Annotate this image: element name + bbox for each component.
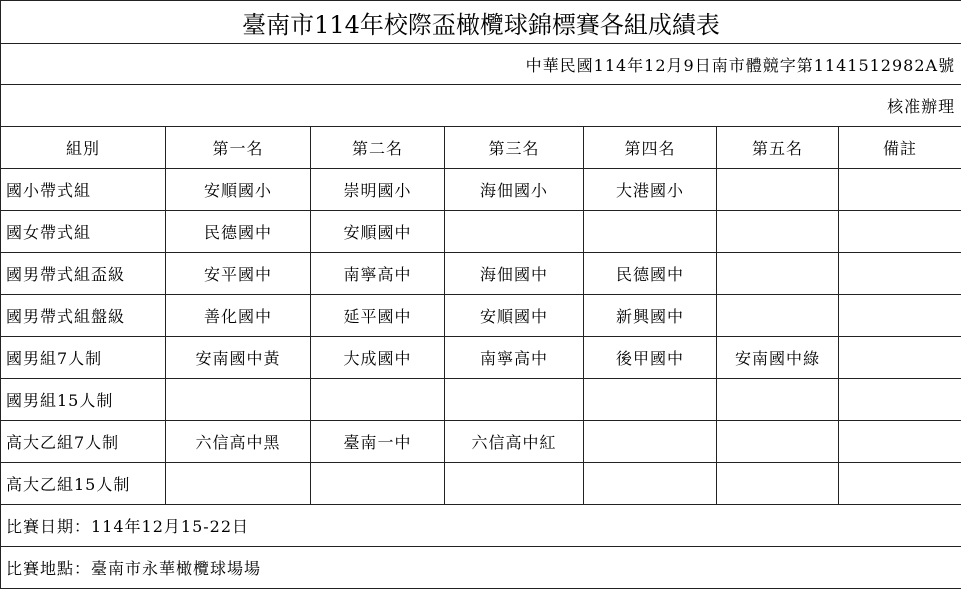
- fourth-place-cell: 新興國中: [584, 295, 717, 337]
- second-place-cell: [311, 463, 445, 505]
- group-cell: 高大乙組7人制: [1, 421, 166, 463]
- third-place-cell: 六信高中紅: [445, 421, 584, 463]
- fifth-place-cell: [717, 379, 839, 421]
- table-row: [1, 337, 961, 379]
- fifth-place-cell: 安南國中綠: [717, 337, 839, 379]
- fourth-place-cell: [584, 421, 717, 463]
- fifth-place-cell: [717, 421, 839, 463]
- document-number: 中華民國114年12月9日南市體競字第1141512982A號: [1, 44, 961, 85]
- header-fourth: 第四名: [584, 127, 717, 169]
- table-row: [1, 463, 961, 505]
- group-cell: 國男組7人制: [1, 337, 166, 379]
- fourth-place-cell: 大港國小: [584, 169, 717, 211]
- third-place-cell: [445, 379, 584, 421]
- second-place-cell: 崇明國小: [311, 169, 445, 211]
- page-title: 臺南市114年校際盃橄欖球錦標賽各組成績表: [1, 1, 961, 44]
- table-row: [1, 253, 961, 295]
- group-cell: 國男帶式組盃級: [1, 253, 166, 295]
- second-place-cell: 延平國中: [311, 295, 445, 337]
- first-place-cell: [166, 379, 311, 421]
- fourth-place-cell: [584, 463, 717, 505]
- third-place-cell: 安順國中: [445, 295, 584, 337]
- approval-note: 核准辦理: [1, 85, 961, 127]
- third-place-cell: 海佃國小: [445, 169, 584, 211]
- table-row: [1, 421, 961, 463]
- group-cell: 國男組15人制: [1, 379, 166, 421]
- table-row: [1, 379, 961, 421]
- second-place-cell: 臺南一中: [311, 421, 445, 463]
- fourth-place-cell: 民德國中: [584, 253, 717, 295]
- group-cell: 國女帶式組: [1, 211, 166, 253]
- table-row: [1, 295, 961, 337]
- fifth-place-cell: [717, 211, 839, 253]
- first-place-cell: 安平國中: [166, 253, 311, 295]
- first-place-cell: 民德國中: [166, 211, 311, 253]
- third-place-cell: 海佃國中: [445, 253, 584, 295]
- header-fifth: 第五名: [717, 127, 839, 169]
- group-cell: 國男帶式組盤級: [1, 295, 166, 337]
- third-place-cell: [445, 211, 584, 253]
- header-row: [1, 127, 961, 169]
- note-cell: [839, 211, 961, 253]
- fourth-place-cell: [584, 379, 717, 421]
- header-group: 組別: [1, 127, 166, 169]
- note-cell: [839, 337, 961, 379]
- note-cell: [839, 295, 961, 337]
- match-dates: 比賽日期：114年12月15-22日: [1, 505, 961, 547]
- header-note: 備註: [839, 127, 961, 169]
- fourth-place-cell: 後甲國中: [584, 337, 717, 379]
- first-place-cell: 安南國中黃: [166, 337, 311, 379]
- third-place-cell: 南寧高中: [445, 337, 584, 379]
- second-place-cell: 南寧高中: [311, 253, 445, 295]
- fifth-place-cell: [717, 253, 839, 295]
- match-venue: 比賽地點：臺南市永華橄欖球場場: [1, 547, 961, 589]
- second-place-cell: 大成國中: [311, 337, 445, 379]
- third-place-cell: [445, 463, 584, 505]
- first-place-cell: 善化國中: [166, 295, 311, 337]
- second-place-cell: 安順國中: [311, 211, 445, 253]
- table-row: [1, 211, 961, 253]
- note-cell: [839, 169, 961, 211]
- fifth-place-cell: [717, 463, 839, 505]
- note-cell: [839, 253, 961, 295]
- note-cell: [839, 421, 961, 463]
- header-third: 第三名: [445, 127, 584, 169]
- fourth-place-cell: [584, 211, 717, 253]
- note-cell: [839, 379, 961, 421]
- first-place-cell: 安順國小: [166, 169, 311, 211]
- second-place-cell: [311, 379, 445, 421]
- header-second: 第二名: [311, 127, 445, 169]
- fifth-place-cell: [717, 169, 839, 211]
- table-row: [1, 169, 961, 211]
- header-first: 第一名: [166, 127, 311, 169]
- group-cell: 國小帶式組: [1, 169, 166, 211]
- note-cell: [839, 463, 961, 505]
- first-place-cell: 六信高中黑: [166, 421, 311, 463]
- first-place-cell: [166, 463, 311, 505]
- group-cell: 高大乙組15人制: [1, 463, 166, 505]
- fifth-place-cell: [717, 295, 839, 337]
